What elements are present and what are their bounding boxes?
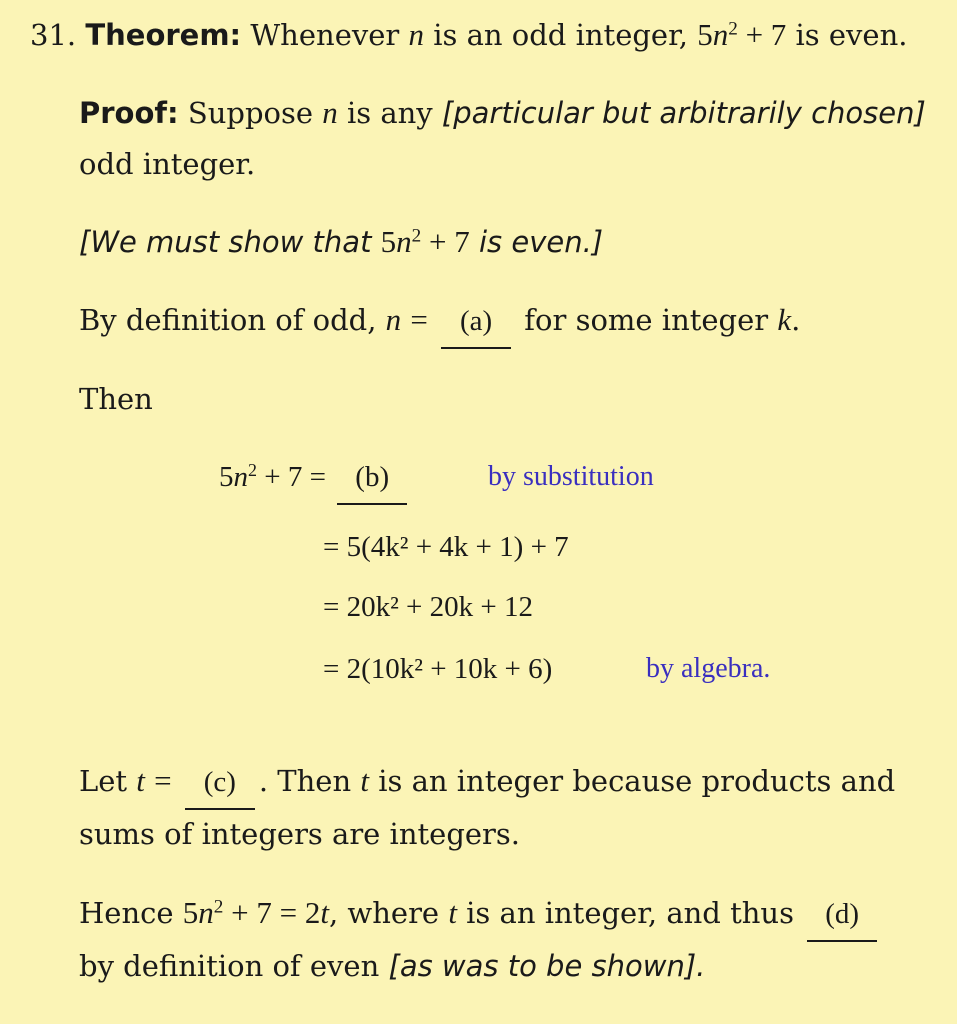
- reason-algebra: by algebra.: [646, 653, 771, 684]
- must-show-expression: $5n^2 + 7$: [380, 224, 470, 259]
- reason-substitution: by substitution: [488, 461, 654, 492]
- proof-text-b: is any: [346, 96, 433, 130]
- theorem-text-b: is an odd integer,: [433, 18, 688, 52]
- hence-line-2-bracket: [as was to be shown].: [388, 949, 706, 983]
- then-line: [79, 381, 153, 417]
- hence-text-c: is an integer, and thus: [466, 896, 794, 930]
- let-t-text-a: Let: [79, 764, 128, 798]
- blank-b[interactable]: (b): [337, 459, 407, 505]
- hence-text-b: , where: [328, 896, 440, 930]
- let-t-var-t2: t: [360, 763, 369, 798]
- hence-line-2: [79, 948, 705, 984]
- definition-odd-equals: =: [410, 302, 428, 337]
- definition-odd-var-k: k: [777, 302, 792, 337]
- blank-d[interactable]: (d): [807, 896, 877, 942]
- derivation-step-1: [219, 459, 411, 505]
- must-show-text-a: [We must show that: [79, 225, 372, 259]
- derivation-lhs: $5n^2 + 7$ =: [219, 460, 326, 493]
- proof-line-2-text: odd integer.: [79, 147, 256, 181]
- hence-var-t: t: [448, 895, 457, 930]
- blank-a[interactable]: (a): [441, 303, 511, 349]
- definition-odd-var-n: n: [385, 302, 402, 337]
- definition-odd-text-b: for some integer: [524, 303, 769, 337]
- hence-expression: $5n^2 + 7 = 2t$: [182, 895, 329, 930]
- theorem-var-n: n: [408, 17, 424, 52]
- let-t-line-2: [79, 816, 520, 852]
- proof-label: Proof:: [79, 96, 179, 130]
- must-show-line: [79, 224, 603, 260]
- let-t-line-2-text: sums of integers are integers.: [79, 817, 521, 851]
- hence-line: [79, 895, 881, 942]
- let-t-line: [79, 763, 895, 810]
- let-t-equals: =: [154, 763, 172, 798]
- proof-line: [79, 95, 926, 131]
- theorem-text-c: is even.: [795, 18, 908, 52]
- derivation-step-3: = 20k² + 20k + 12: [323, 591, 534, 623]
- proof-var-n: n: [322, 95, 338, 130]
- let-t-text-c: is an integer because products and: [378, 764, 896, 798]
- theorem-expression: $5n^2 + 7$: [697, 17, 787, 52]
- let-t-text-b: . Then: [258, 764, 352, 798]
- hence-line-2-text: by definition of even: [79, 949, 380, 983]
- theorem-line: [30, 17, 908, 53]
- proof-line-2: [79, 146, 255, 182]
- must-show-text-b: is even.]: [478, 225, 604, 259]
- definition-odd-text-a: By definition of odd,: [79, 303, 377, 337]
- derivation-step-2: = 5(4k² + 4k + 1) + 7: [323, 531, 569, 563]
- hence-text-a: Hence: [79, 896, 174, 930]
- proof-text-a: Suppose: [187, 96, 314, 130]
- exercise-number: 31.: [30, 18, 77, 52]
- let-t-var-t: t: [136, 763, 145, 798]
- definition-odd-line: [79, 302, 800, 349]
- blank-c[interactable]: (c): [185, 764, 255, 810]
- theorem-text-a: Whenever: [250, 18, 400, 52]
- then-text: Then: [79, 382, 153, 416]
- definition-odd-period: .: [791, 303, 801, 337]
- proof-bracket-note: [particular but arbitrarily chosen]: [441, 96, 926, 130]
- derivation-step-4: = 2(10k² + 10k + 6): [323, 653, 553, 685]
- theorem-label: Theorem:: [85, 18, 242, 52]
